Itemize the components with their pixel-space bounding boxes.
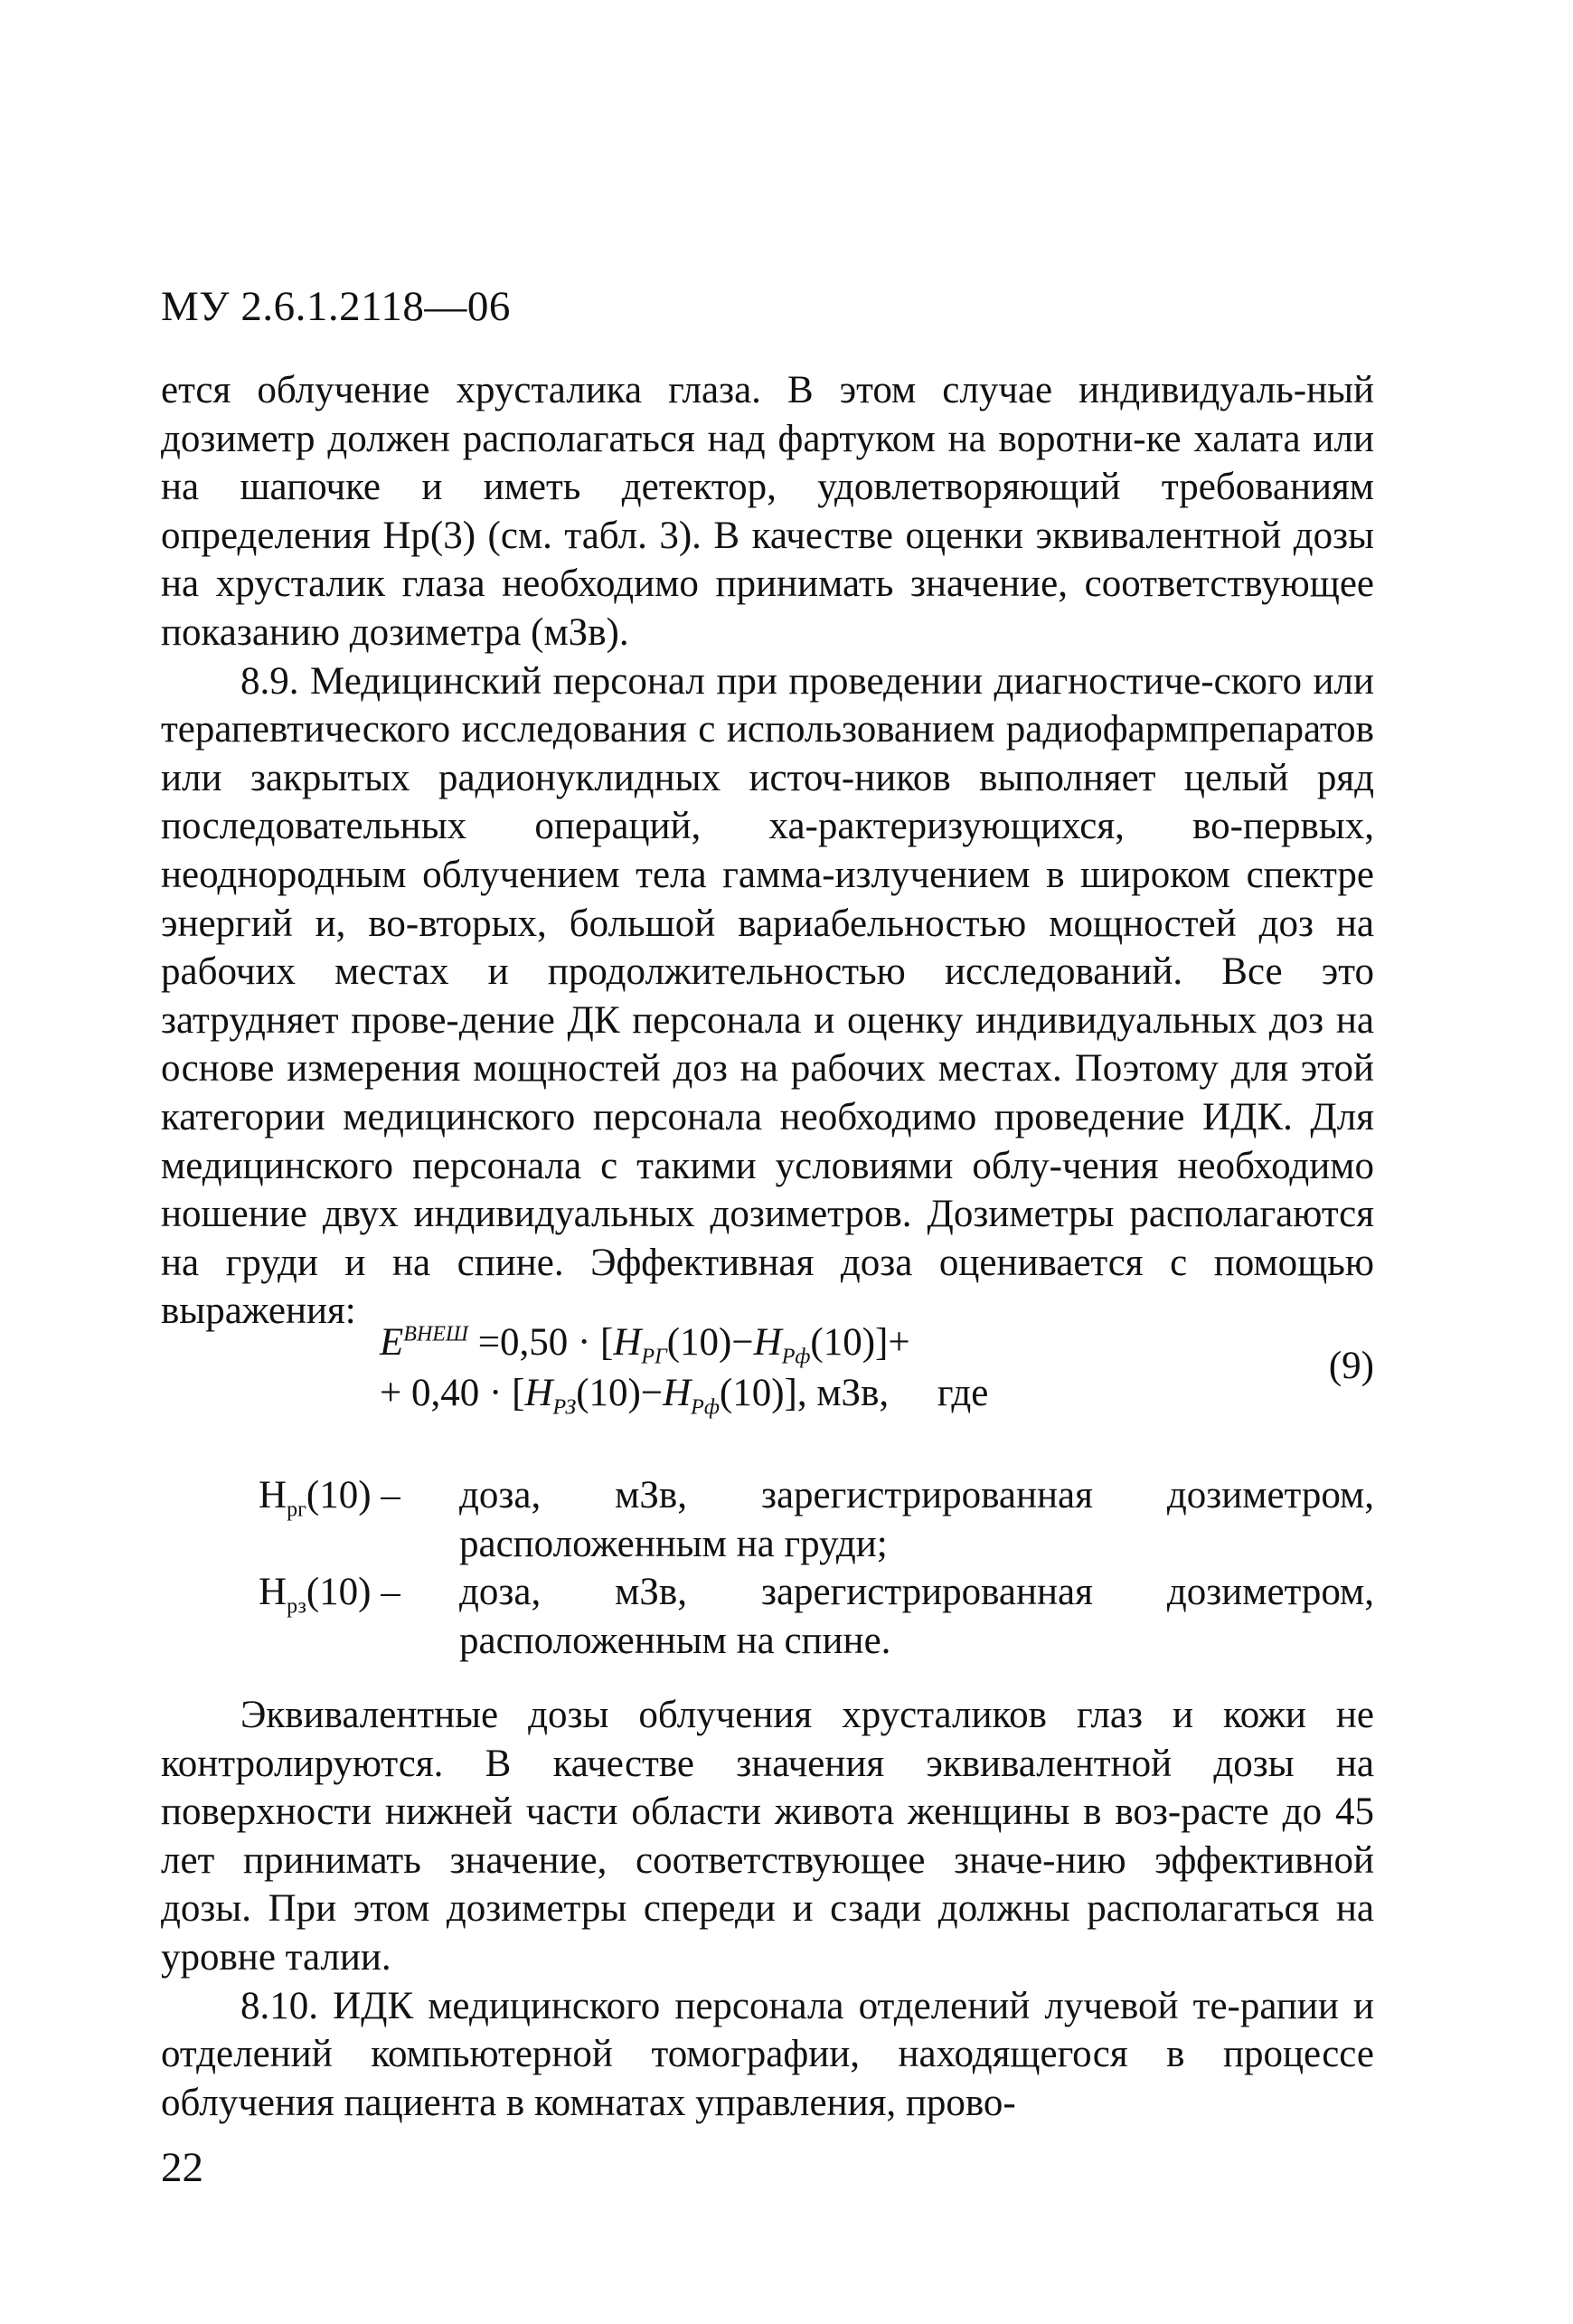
equation-h-rf-2: H [663, 1372, 692, 1414]
equation-line-1 [380, 1320, 910, 1370]
paragraph-8-9: 8.9. Медицинский персонал при проведении диагностиче-ского или терапевтического исследования с использованием радиофармпрепаратов или закрытых радионуклидных источ-ников выполняет целый ряд последовательных операций, ха-рактеризующихся, во-первых, неоднородным облучением тела гамма-излучением в широком спектре энергий и, во-вторых, большой вариабельностью мощностей доз на рабочих местах и продолжительностью исследований. Все это затрудняет прове-дение ДК персонала и оценку индивидуальных доз на основе измерения мощностей доз на рабочих местах. Поэтому для этой категории медицинского персонала необходимо проведение ИДК. Для медицинского персонала с такими условиями облу-чения необходимо ношение двух индивидуальных дозиметров. Дозиметры располагаются на груди и на спине. Эффективная доза оценивается с помощью выражения: [161, 659, 1374, 1333]
equation-sub-rg: РГ [641, 1345, 667, 1369]
definition-text: доза, мЗв, зарегистрированная дозиметром, расположенным на спине. [459, 1571, 1374, 1662]
text-block-lower [161, 1691, 1374, 2127]
equation-minus-1: − [731, 1321, 754, 1364]
definition-text: доза, мЗв, зарегистрированная дозиметром, расположенным на груди; [459, 1474, 1374, 1565]
definition-term: $H_{рг}(10)$ – [259, 1474, 400, 1522]
page-number: 22 [161, 2144, 203, 2191]
paragraph-continuation: ется облучение хрусталика глаза. В этом случае индивидуаль-ный дозиметр должен располагаться над фартуком на воротни-ке халата или на шапочке и иметь детектор, удовлетворяющий требованиям определения Hp(3) (см. табл. 3). В качестве оценки эквивалентной дозы на хрусталик глаза необходимо принимать значение, соответствующее показанию дозиметра (мЗв). [161, 369, 1374, 654]
equation-line-2 [380, 1371, 988, 1421]
equation-coef-2: + 0,40 · [ [380, 1372, 525, 1414]
document-header: МУ 2.6.1.2118—06 [161, 283, 511, 330]
equation-where: где [937, 1372, 989, 1414]
equation-arg-4: (10) [719, 1372, 785, 1414]
definition-item [259, 1471, 1374, 1568]
paragraph-8-10: 8.10. ИДК медицинского персонала отделений лучевой те-рапии и отделений компьютерной томографии, находящегося в процессе облучения пациента в комнатах управления, прово- [161, 1984, 1374, 2124]
equation-tail-2: ], мЗв, [784, 1372, 890, 1414]
equation-coef-1: =0,50 · [ [477, 1321, 614, 1364]
equation-sub-rf-1: Рф [781, 1345, 811, 1369]
equation-h-rg: H [613, 1321, 642, 1364]
text-block-upper [161, 366, 1374, 1336]
equation-tail-1: ]+ [875, 1321, 910, 1364]
equation-minus-2: − [640, 1372, 664, 1414]
equation-arg-2: (10) [810, 1321, 876, 1364]
equation-arg-3: (10) [576, 1372, 641, 1414]
paragraph-eye-skin-doses: Эквивалентные дозы облучения хрусталиков глаз и кожи не контролируются. В качестве значения эквивалентной дозы на поверхности нижней части области живота женщины в воз-расте до 45 лет принимать значение, соответствующее значе-нию эффективной дозы. При этом дозиметры спереди и сзади должны располагаться на уровне талии. [161, 1694, 1374, 1979]
definition-item [259, 1568, 1374, 1665]
definition-term: $H_{рз}(10)$ – [259, 1571, 400, 1619]
equation-lhs-superscript: ВНЕШ [403, 1322, 468, 1346]
equation-h-rz: H [524, 1372, 553, 1414]
equation-sub-rf-2: Рф [691, 1395, 720, 1420]
equation-number: (9) [1328, 1345, 1374, 1387]
definition-list [259, 1471, 1374, 1665]
equation-h-rf-1: H [753, 1321, 782, 1364]
equation-arg-1: (10) [666, 1321, 732, 1364]
equation-lhs: E [380, 1321, 404, 1364]
equation-sub-rz: РЗ [552, 1395, 577, 1420]
equation-9 [380, 1320, 1374, 1429]
